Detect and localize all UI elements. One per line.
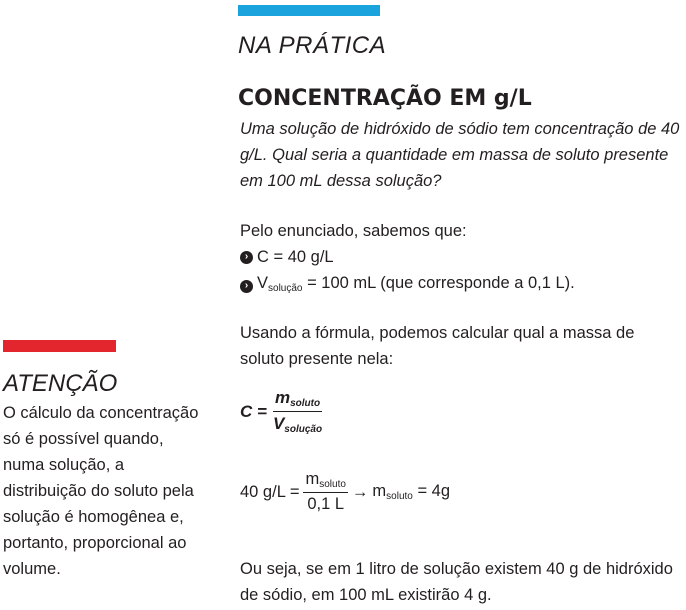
- calc-result: $m_{soluto} = 4g$: [372, 482, 451, 502]
- page-heading: CONCENTRAÇÃO EM g/L: [238, 86, 532, 111]
- given-intro: Pelo enunciado, sabemos que:: [240, 222, 467, 240]
- section-title: NA PRÁTICA: [238, 32, 387, 59]
- conclusion-text: Ou seja, se em 1 litro de solução existem 40 g de hidróxido de sódio, em 100 mL existirão 4 g.: [240, 560, 673, 604]
- calc-fraction: $\frac{m_{soluto}}{0,1 L}$: [305, 470, 346, 513]
- question-text: Uma solução de hidróxido de sódio tem concentração de 40 g/L. Qual seria a quantidade em massa de soluto presente em 100 mL dessa solução?: [240, 120, 680, 190]
- attention-title: ATENÇÃO: [3, 370, 118, 397]
- given-item-v: [240, 270, 575, 302]
- calculation: [240, 470, 450, 514]
- given-item-c: [240, 244, 575, 270]
- formula-fraction: $\frac{m_{soluto}}{V_{solução}}$: [272, 388, 323, 435]
- calc-arrow: →: [351, 482, 369, 501]
- given-v-text: $V_{solução} = 100$ mL (que corresponde a 0,1 L).: [257, 274, 575, 294]
- given-c-text: C = 40 g/L: [257, 248, 334, 266]
- section-accent-bar: [238, 5, 380, 16]
- arrow-circle-icon: ›: [240, 280, 253, 293]
- attention-accent-bar: [3, 340, 116, 352]
- arrow-circle-icon: ›: [240, 251, 253, 264]
- calc-lhs: 40 g/L =: [240, 482, 300, 501]
- concentration-formula: [240, 388, 324, 435]
- formula-lhs: C =: [240, 401, 267, 421]
- formula-intro: Usando a fórmula, podemos calcular qual a massa de soluto presente nela:: [240, 324, 635, 368]
- attention-text: O cálculo da concentração só é possível quando, numa solução, a distribuição do soluto pela solução é homogênea e, portanto, proporcional ao volume.: [3, 404, 199, 578]
- given-block: [240, 218, 575, 302]
